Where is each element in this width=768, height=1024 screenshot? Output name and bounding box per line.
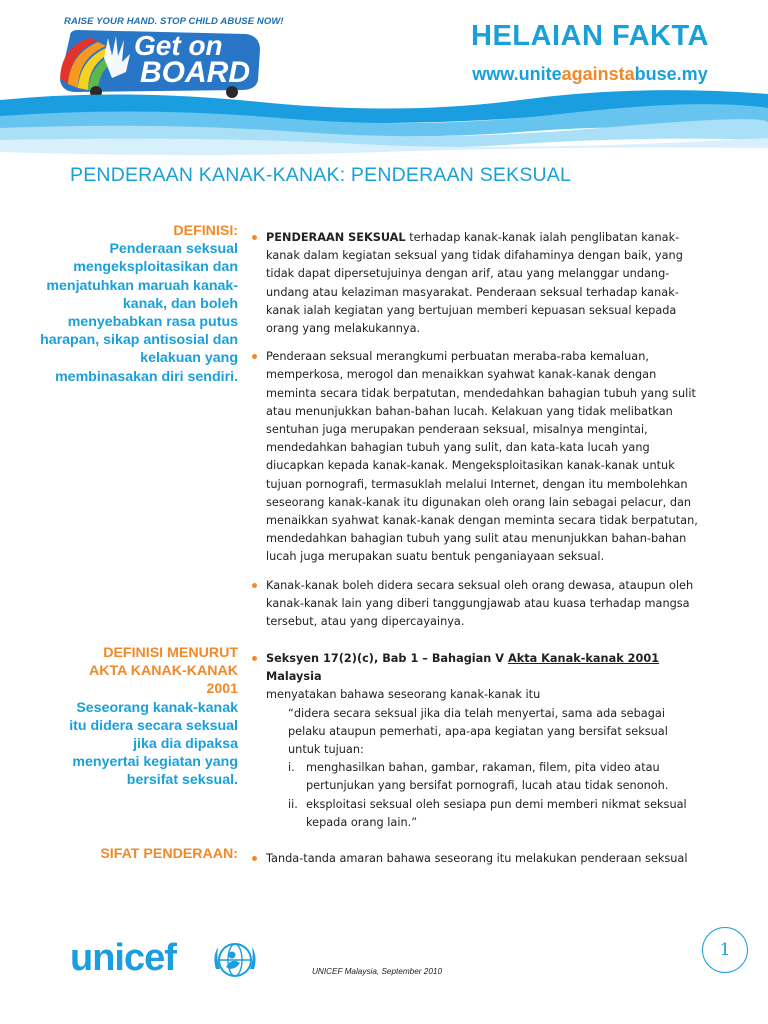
akta-sidebar xyxy=(63,644,238,790)
definisi-content xyxy=(252,229,702,631)
akta-bullet-1 xyxy=(252,650,702,705)
document-title: PENDERAAN KANAK-KANAK: PENDERAAN SEKSUAL xyxy=(70,164,572,186)
website-url[interactable] xyxy=(440,64,740,85)
definisi-bullet-3: Kanak-kanak boleh didera secara seksual oleh orang dewasa, ataupun oleh kanak-kanak lain yang diberi tanggungjawab atau kuasa terhadap mangsa tersebut, atau yang dipercayainya. xyxy=(252,577,702,632)
sifat-heading: SIFAT PENDERAAN: xyxy=(100,846,238,862)
footer-note: UNICEF Malaysia, September 2010 xyxy=(312,967,442,976)
logo-line2: BOARD xyxy=(140,56,250,89)
url-suffix: buse.my xyxy=(634,64,708,84)
akta-ref-bold: Seksyen 17(2)(c), Bab 1 – Bahagian V xyxy=(266,652,508,665)
akta-content xyxy=(252,650,702,832)
akta-quote: “didera secara seksual jika dia telah menyertai, sama ada sebagai pelaku ataupun pemerhati, apa-apa kegiatan yang bersifat seksual untuk tujuan: xyxy=(288,706,668,757)
akta-summary: Seseorang kanak-kanak itu didera secara seksual jika dia dipaksa menyertai kegiatan yang bersifat seksual. xyxy=(69,699,238,789)
sifat-bullet-1: Tanda-tanda amaran bahawa seseorang itu melakukan penderaan seksual xyxy=(252,850,702,868)
definisi-bullet-1 xyxy=(252,229,702,338)
unicef-emblem-icon xyxy=(210,935,260,985)
sifat-sidebar xyxy=(38,845,238,863)
url-highlight: againsta xyxy=(561,64,635,84)
url-prefix: www.unite xyxy=(472,64,562,84)
sheet-title: HELAIAN FAKTA xyxy=(471,20,709,52)
definisi-summary: Penderaan seksual mengeksploitasikan dan menjatuhkan maruah kanak-kanak, dan boleh menyebabkan rasa putus harapan, sikap antisosial dan kelakuan yang membinasakan diri sendiri. xyxy=(40,241,238,385)
akta-item-2 xyxy=(252,796,702,832)
logo-line1: Get on xyxy=(134,30,223,61)
akta-item-1 xyxy=(252,759,702,795)
definisi-bullet-2: Penderaan seksual merangkumi perbuatan meraba-raba kemaluan, memperkosa, merogol dan menaikkan syahwat kanak-kanak dengan meminta secara tidak berpatutan, mendedahkan bahagian tubuh yang sulit atau menunjukkan bahan-bahan lucah. Kelakuan yang tidak melibatkan sentuhan juga merupakan penderaan seksual, misalnya mengintai, mendedahkan bahagian tubuh yang sulit, dan kata-kata lucah yang diucapkan kepada kanak-kanak. Mengeksploitasikan kanak-kanak untuk tujuan pornografi, termasuklah melalui Internet, dengan itu membolehkan seseorang kanak-kanak itu digunakan oleh orang lain sebagai pelacur, dan menaikkan syahwat kanak-kanak dengan meminta secara tidak berpatutan, mendedahkan bahagian tubuh yang sulit atau menunjukkan bahan-bahan lucah juga merupakan suatu bentuk penganiayaan seksual. xyxy=(252,348,702,566)
definisi-heading: DEFINISI: xyxy=(173,223,238,239)
item-text: menghasilkan bahan, gambar, rakaman, filem, pita video atau pertunjukan yang bersifat pornografi, lucah atau tidak senonoh. xyxy=(306,761,669,793)
wave-banner xyxy=(0,88,768,158)
sifat-content xyxy=(252,850,702,868)
item-number: i. xyxy=(288,761,295,775)
logo-tagline: RAISE YOUR HAND. STOP CHILD ABUSE NOW! xyxy=(64,16,284,27)
page-number: 1 xyxy=(702,927,748,973)
item-text: eksploitasi seksual oleh sesiapa pun demi memberi nikmat seksual kepada orang lain.” xyxy=(306,797,687,829)
term-bold: PENDERAAN SEKSUAL xyxy=(266,231,406,244)
item-number: ii. xyxy=(288,797,298,811)
definisi-bullet-1-text: terhadap kanak-kanak ialah penglibatan kanak-kanak dalam kegiatan seksual yang tidak difahaminya dengan baik, yang tidak dapat dipersetujuinya dengan arif, atau yang melanggar undang-undang atau kelaziman masyarakat. Penderaan seksual terhadap kanak-kanak ialah kegiatan yang bertujuan memberi kepuasan seksual kepada orang yang melakukannya. xyxy=(266,231,683,336)
definisi-sidebar xyxy=(38,222,238,386)
akta-intro-line: menyatakan bahawa seseorang kanak-kanak itu xyxy=(266,688,541,702)
akta-link[interactable]: Akta Kanak-kanak 2001 xyxy=(507,652,660,665)
unicef-logo xyxy=(70,937,176,980)
akta-country: Malaysia xyxy=(266,670,322,684)
akta-heading: DEFINISI MENURUT AKTA KANAK-KANAK 2001 xyxy=(89,645,238,698)
unicef-wordmark: unicef xyxy=(70,937,176,979)
